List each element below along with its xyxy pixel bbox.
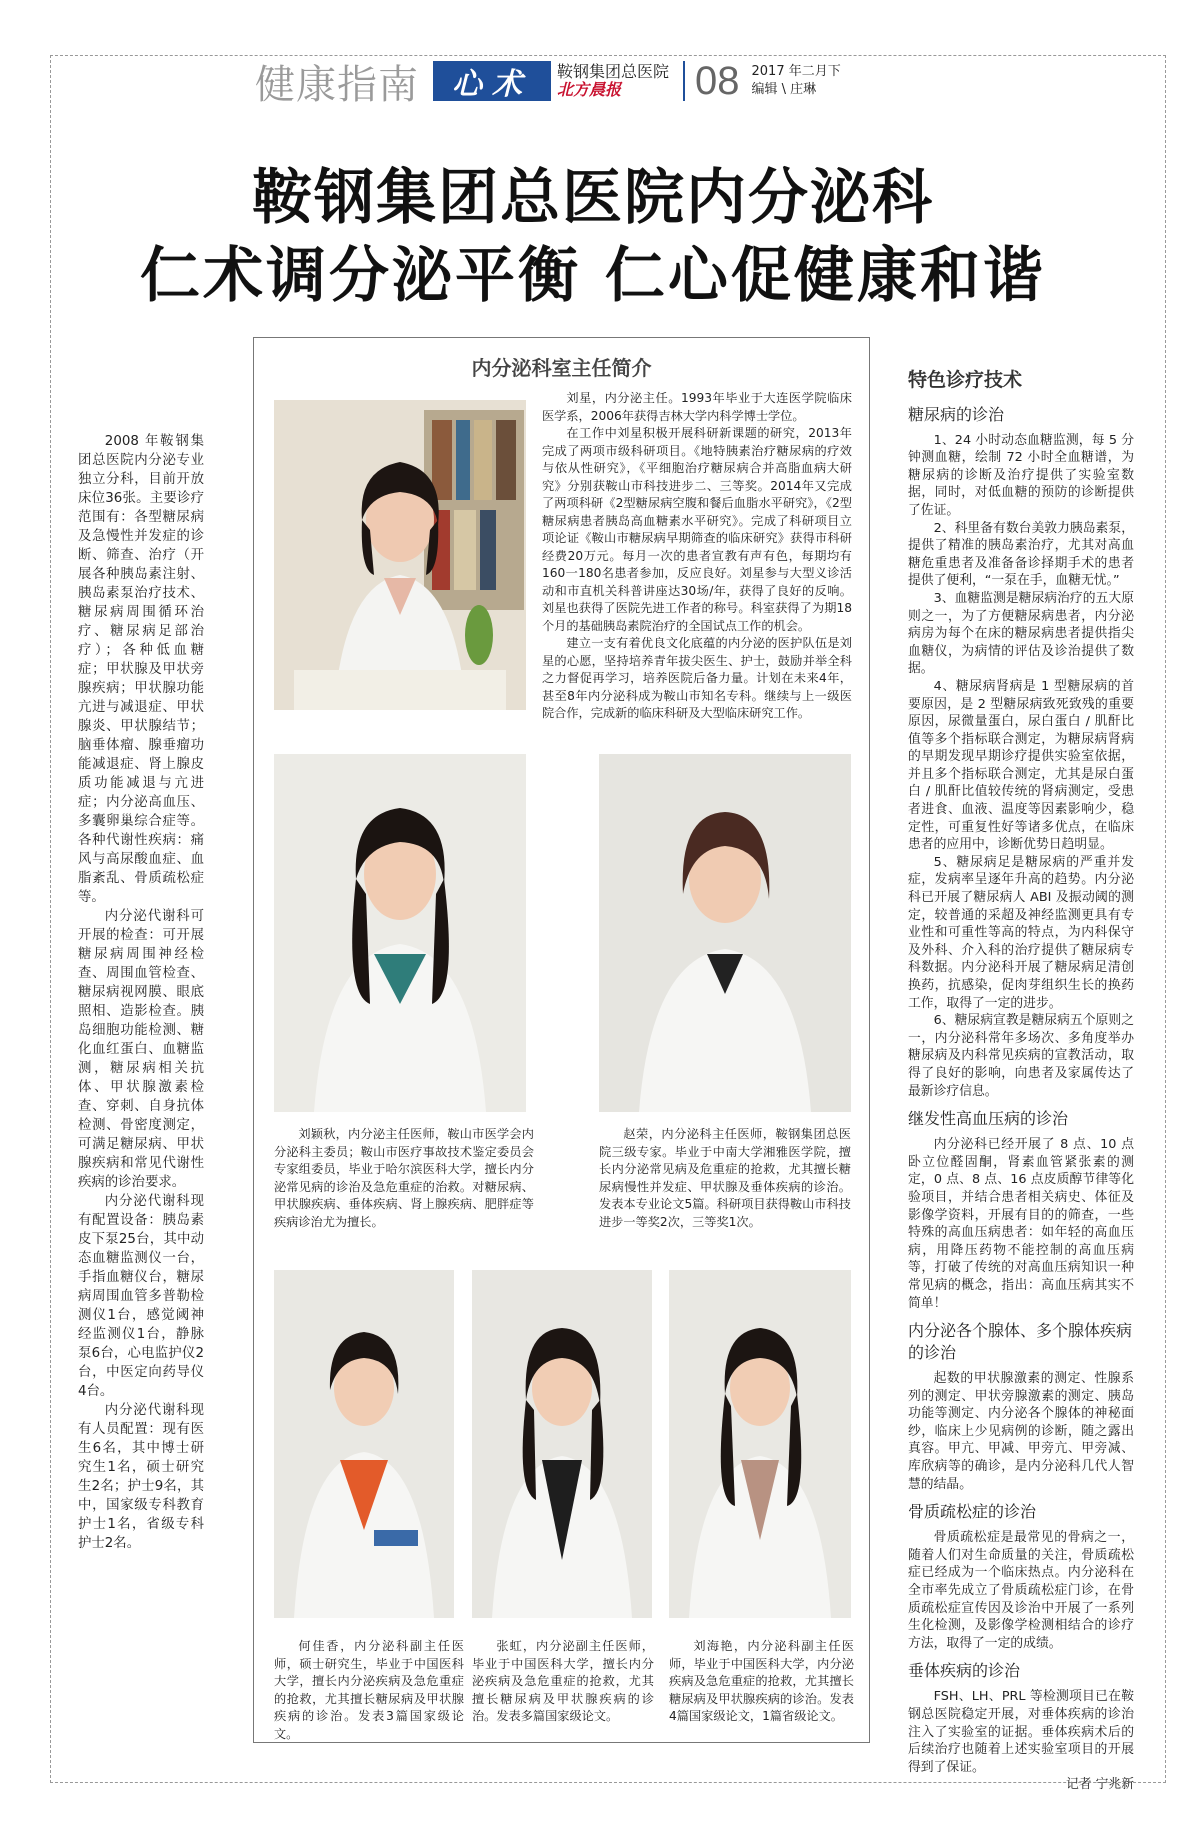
featured-treatments (908, 369, 1134, 1794)
treatment-paragraph: 3、血糖监测是糖尿病治疗的五大原则之一，为了方便糖尿病患者，内分泌病房为每个在床的糖尿病患者提供指尖血糖仪，为病情的评估及诊治提供了数据。 (908, 590, 1134, 677)
column-logo-text: 心术 (452, 67, 532, 102)
column-logo (433, 61, 551, 101)
overview-paragraph: 2008 年鞍钢集团总医院内分泌专业独立分科，目前开放床位36张。主要诊疗范围有：各型糖尿病及急慢性并发症的诊断、筛查、治疗（开展各种胰岛素注射、胰岛素泵治疗技术、糖尿病周围循环治疗、糖尿病足部治疗）；各种低血糖症；甲状腺及甲状旁腺疾病；甲状腺功能亢进与减退症、甲状腺炎、甲状腺结节；脑垂体瘤、腺垂瘤功能减退症、肾上腺皮质功能减退与亢进症；内分泌高血压、多囊卵巢综合症等。各种代谢性疾病：痛风与高尿酸血症、血脂紊乱、骨质疏松症等。 (78, 434, 204, 905)
portrait-illustration (669, 1270, 851, 1618)
portrait-illustration (274, 754, 526, 1112)
masthead-divider (683, 61, 685, 101)
doctor-bio (669, 1638, 854, 1726)
department-overview (78, 432, 204, 1553)
portrait-illustration (472, 1270, 652, 1618)
portrait-illustration (274, 1270, 454, 1618)
sponsor-hospital: 鞍钢集团总医院 (557, 61, 670, 81)
treatment-paragraph: 2、科里备有数台美敦力胰岛素泵，提供了精准的胰岛素治疗，尤其对高血糖危重患者及准备备诊择期手术的患者提供了便利，“一泵在手，血糖无忧。” (908, 520, 1134, 589)
doctor-bio (274, 1638, 464, 1743)
director-bio (542, 390, 852, 723)
subsection-heading: 糖尿病的诊治 (908, 404, 1005, 424)
doctor-bio (274, 1126, 534, 1231)
section-heading: 特色诊疗技术 (908, 369, 1023, 391)
subsection-heading: 骨质疏松症的诊治 (908, 1502, 1037, 1522)
portrait-illustration (274, 400, 526, 710)
bio-paragraph: 何佳香，内分泌科副主任医师，硕士研究生，毕业于中国医科大学，擅长内分泌疾病及急危重症的抢救，尤其擅长糖尿病及甲状腺疾病的诊治。发表3篇国家级论文。 (274, 1639, 464, 1741)
treatment-paragraph: 5、糖尿病足是糖尿病的严重并发症，发病率呈逐年升高的趋势。内分泌科已开展了糖尿病人 ABI 及振动阈的测定，较普通的采超及神经监测更具有专业性和可重性等高的特点，为内科保守及外科、介入科的治疗提供了糖尿病专科数据。内分泌科开展了糖尿病足清创换药，抗感染，促肉芽组织生长的换药工作，取得了一定的进步。 (908, 854, 1134, 1011)
subsection-heading: 垂体疾病的诊治 (908, 1661, 1021, 1681)
bio-paragraph: 刘海艳，内分泌科副主任医师，毕业于中国医科大学，内分泌疾病及急危重症的抢救，尤其擅长糖尿病及甲状腺疾病的诊治。发表4篇国家级论文，1篇省级论文。 (669, 1639, 854, 1723)
editor-credit: 编辑 \ 庄琳 (751, 82, 817, 97)
box-title: 内分泌科室主任简介 (471, 356, 652, 380)
subsection-heading: 继发性高血压病的诊治 (908, 1109, 1069, 1129)
sponsor-block (557, 63, 669, 100)
doctor-photo (274, 1270, 454, 1618)
bio-paragraph: 在工作中刘星积极开展科研新课题的研究，2013年完成了两项市级科研项目。《地特胰素治疗糖尿病的疗效与依从性研究》，《平细胞治疗糖尿病合并高脂血病大研究》分别获鞍山市科技进步二、三等奖。2014年又完成了两项科研《2型糖尿病空腹和餐后血脂水平研究》，《2型糖尿病患者胰岛高血糖素水平研究》。完成了科研项目立项论证《鞍山市糖尿病早期筛查的临床研究》获得市科研经费20万元。每月一次的患者宣教有声有色，每期均有160一180名患者参加，反应良好。刘星参与大型义诊活动和市直机关科普讲座达30场/年，获得了良好的反响。刘星也获得了医院先进工作者的称号。科室获得了为期18个月的基础胰岛素院治疗的全国试点工作的机会。 (542, 426, 852, 633)
doctor-photo (472, 1270, 652, 1618)
director-photo (274, 400, 526, 710)
overview-paragraph: 内分泌代谢科现有人员配置：现有医生6名，其中博士研究生1名，硕士研究生2名；护士9名，其中，国家级专科教育护士1名，省级专科护士2名。 (78, 1403, 204, 1551)
portrait-illustration (599, 754, 851, 1112)
treatment-paragraph: 起数的甲状腺激素的测定、性腺系列的测定、甲状旁腺激素的测定、胰岛功能等测定、内分泌各个腺体的神秘面纱，临床上少见病例的诊断，随之露出真容。甲亢、甲减、甲旁亢、甲旁减、库欣病等的确诊，是内分泌科几代人智慧的结晶。 (908, 1371, 1134, 1492)
byline: 记者 宁兆新 (1065, 1777, 1134, 1793)
bio-paragraph: 刘颖秋，内分泌主任医师，鞍山市医学会内分泌科主委员；鞍山市医疗事故技术鉴定委员会专家组委员，毕业于哈尔滨医科大学，擅长内分泌常见病的诊治及急危重症的治救。对糖尿病、甲状腺疾病、垂体疾病、肾上腺疾病、肥胖症等疾病诊治尤为擅长。 (274, 1127, 534, 1229)
treatment-paragraph: FSH、LH、PRL 等检测项目已在鞍钢总医院稳定开展，对垂体疾病的诊治注入了实验室的证据。垂体疾病术后的后续治疗也随着上述实验室项目的开展得到了保证。 (908, 1689, 1134, 1775)
headline-line-2: 仁术调分泌平衡 仁心促健康和谐 (140, 241, 1046, 311)
doctor-bio (599, 1126, 851, 1231)
headline-line-1: 鞍钢集团总医院内分泌科 (252, 163, 934, 233)
director-profiles-box (253, 337, 870, 1743)
doctor-bio (472, 1638, 654, 1726)
issue-info (752, 63, 841, 98)
bio-paragraph: 建立一支有着优良文化底蕴的内分泌的医护队伍是刘星的心愿，坚持培养青年拔尖医生、护士，鼓励并举全科之力督促再学习，培养医院后备力量。计划在未来4年，甚至8年内分泌科成为鞍山市知名专科。继续与上一级医院合作，完成新的临床科研及大型临床研究工作。 (542, 636, 852, 720)
treatment-paragraph: 1、24 小时动态血糖监测，每 5 分钟测血糖，绘制 72 小时全血糖谱，为糖尿病的诊断及治疗提供了实验室数据，同时，对低血糖的预防的诊断提供了佐证。 (908, 432, 1134, 518)
treatment-paragraph: 内分泌科已经开展了 8 点、10 点卧立位醛固酮，肾素血管紧张素的测定，0 点、8 点、16 点皮质醇节律等化验项目，并结合患者相关病史、体征及影像学资料，开展有目的的筛查，一些特殊的高血压病患者：如年轻的高血压病，用降压药物不能控制的高血压病等，打破了传统的对高血压病知识一种常见病的概念，指出：高血压病其实不简单！ (908, 1137, 1134, 1311)
bio-paragraph: 赵荣，内分泌科主任医师，鞍钢集团总医院三级专家。毕业于中南大学湘雅医学院，擅长内分泌常见病及危重症的抢救，尤其擅长糖尿病慢性并发症、甲状腺及垂体疾病的诊治。发表本专业论文5篇。科研项目获得鞍山市科技进步一等奖2次，三等奖1次。 (599, 1127, 851, 1229)
page-number: 08 (695, 58, 740, 103)
doctor-photo (669, 1270, 851, 1618)
doctor-photo (274, 754, 526, 1112)
doctor-photo (599, 754, 851, 1112)
issue-date: 2017 年二月下 (751, 64, 841, 80)
section-name: 健康指南 (255, 61, 419, 108)
treatment-paragraph: 6、糖尿病宣教是糖尿病五个原则之一，内分泌科常年多场次、多角度举办糖尿病及内科常见疾病的宣教活动，取得了良好的影响，向患者及家属传达了最新诊疗信息。 (908, 1013, 1134, 1099)
bio-paragraph: 刘星，内分泌主任。1993年毕业于大连医学院临床医学系，2006年获得吉林大学内科学博士学位。 (542, 391, 852, 423)
overview-paragraph: 内分泌代谢科现有配置设备：胰岛素皮下泵25台，其中动态血糖监测仪一台，手指血糖仪台，糖尿病周围血管多普勒检测仪1台，感觉阈神经监测仪1台，静脉泵6台，心电监护仪2台，中医定向药导仪4台。 (78, 1194, 204, 1399)
newspaper-logo: 北方晨报 (557, 80, 622, 99)
subsection-heading: 内分泌各个腺体、多个腺体疾病的诊治 (908, 1321, 1133, 1363)
treatment-paragraph: 4、糖尿病肾病是 1 型糖尿病的首要原因，是 2 型糖尿病致死致残的重要原因，尿微量蛋白，尿白蛋白 / 肌酐比值等多个指标联合测定，为糖尿病肾病的早期发现早期诊疗提供实验室依据，并且多个指标联合测定，尤其是尿白蛋白 / 肌酐比值较传统的肾病测定，受患者进食、血液、温度等因素影响少，稳定性，可重复性好等诸多优点，在临床患者的应用中，诊断优势日趋明显。 (908, 678, 1134, 853)
overview-paragraph: 内分泌代谢科可开展的检查：可开展糖尿病周围神经检查、周围血管检查、糖尿病视网膜、眼底照相、造影检查。胰岛细胞功能检测、糖化血红蛋白、血糖监测，糖尿病相关抗体、甲状腺激素检查、穿刺、自身抗体检测、骨密度测定，可满足糖尿病、甲状腺疾病和常见代谢性疾病的诊治要求。 (78, 909, 204, 1190)
masthead (255, 58, 841, 108)
bio-paragraph: 张虹，内分泌副主任医师，毕业于中国医科大学，擅长内分泌疾病及急危重症的抢救，尤其擅长糖尿病及甲状腺疾病的诊治。发表多篇国家级论文。 (472, 1639, 654, 1723)
treatment-paragraph: 骨质疏松症是最常见的骨病之一，随着人们对生命质量的关注，骨质疏松症已经成为一个临床热点。内分泌科在全市率先成立了骨质疏松症门诊，在骨质疏松症宣传因及诊治中开展了一系列生化检测，及影像学检测相结合的诊疗方法，取得了一定的成绩。 (908, 1530, 1134, 1651)
